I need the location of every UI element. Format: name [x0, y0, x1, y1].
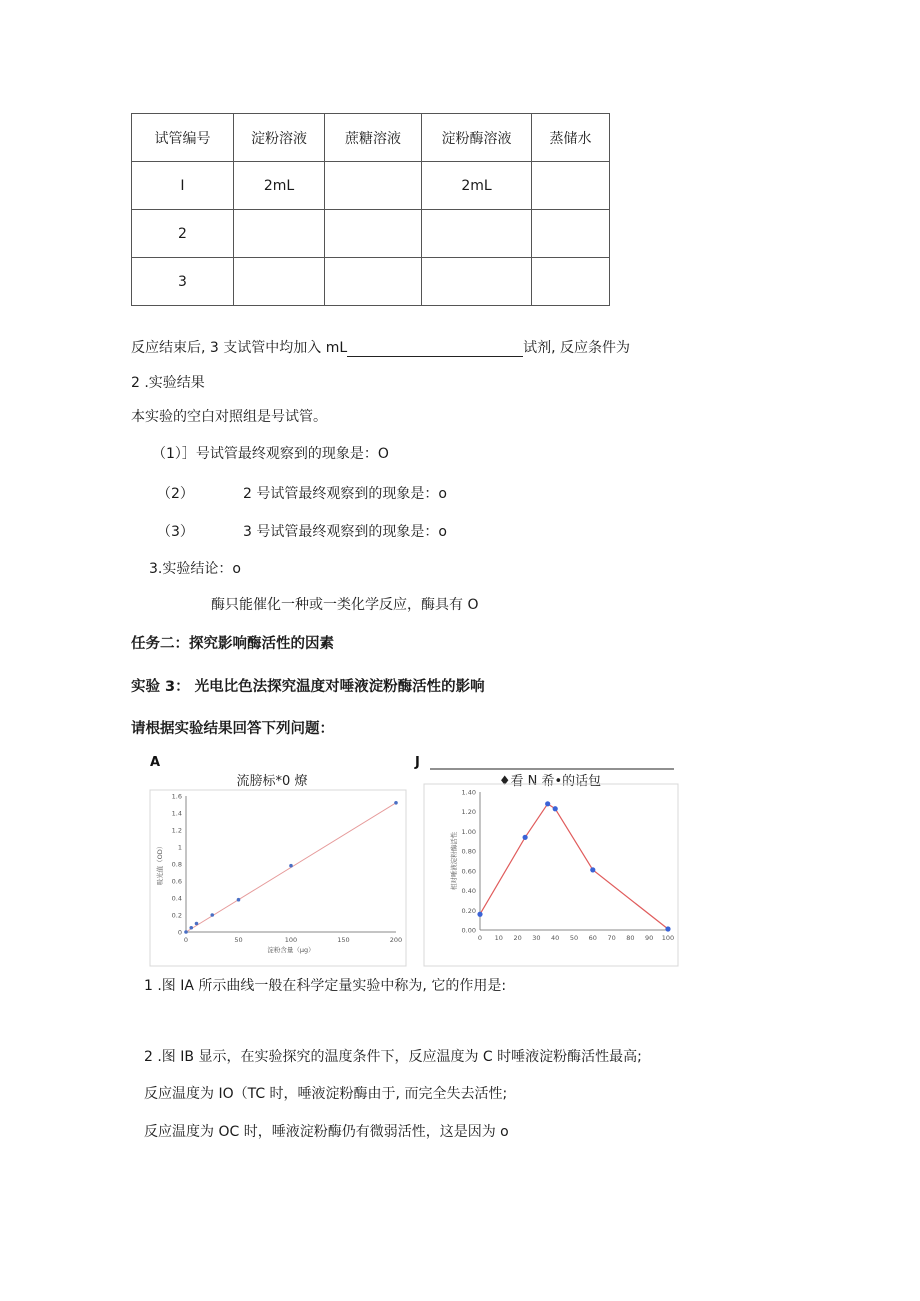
- y-tick-label: 1.6: [171, 792, 182, 801]
- experiment-three-heading: 实验 3： 光电比色法探究温度对唾液淀粉酶活性的影响: [131, 679, 485, 695]
- table-cell: [234, 210, 325, 258]
- control-group-text: 本实验的空白对照组是号试管。: [131, 409, 327, 425]
- y-tick-label: 0: [177, 928, 182, 937]
- chart-frame: [150, 790, 406, 966]
- table-cell: [532, 210, 610, 258]
- table-cell: 2: [132, 210, 234, 258]
- table-header-cell: 蔗糖溶液: [325, 114, 422, 162]
- observation-3: 3 号试管最终观察到的现象是：o: [243, 524, 447, 540]
- series-line: [480, 804, 668, 929]
- x-tick-label: 40: [551, 934, 560, 942]
- x-tick-label: 70: [607, 934, 616, 942]
- data-point: [237, 898, 241, 902]
- question-2-part-b: 反应温度为 IO（TC 时，唾液淀粉酶由于, 而完全失去活性;: [144, 1086, 508, 1102]
- x-tick-label: 50: [569, 934, 579, 942]
- data-point: [210, 913, 214, 917]
- table-cell: [532, 258, 610, 306]
- data-point: [545, 801, 550, 806]
- table-header-cell: 淀粉酶溶液: [422, 114, 532, 162]
- y-tick-label: 1: [177, 843, 182, 852]
- observation-2: 2 号试管最终观察到的现象是：o: [243, 486, 447, 502]
- question-2: 2 .图 IB 显示，在实验探究的温度条件下，反应温度为 C 时唾液淀粉酶活性最高;: [144, 1049, 642, 1065]
- y-tick-label: 0.8: [171, 860, 182, 869]
- table-cell: 2mL: [234, 162, 325, 210]
- y-tick-label: 0.00: [461, 926, 476, 935]
- chart-a: [138, 752, 408, 972]
- observation-2-number: （2）: [157, 486, 194, 502]
- table-cell: [532, 162, 610, 210]
- x-tick-label: 90: [645, 934, 654, 942]
- data-point: [189, 926, 193, 930]
- data-point: [184, 930, 188, 934]
- reaction-line-start: 反应结束后, 3 支试管中均加入 mL: [131, 340, 348, 356]
- y-tick-label: 1.2: [171, 826, 182, 835]
- chart-panel-label: A: [150, 755, 161, 770]
- x-tick-label: 10: [494, 934, 503, 942]
- data-point: [523, 835, 528, 840]
- x-tick-label: 60: [588, 934, 597, 942]
- table-cell: [422, 258, 532, 306]
- y-tick-label: 1.20: [461, 808, 476, 817]
- x-tick-label: 0: [477, 934, 483, 942]
- table-cell: 3: [132, 258, 234, 306]
- y-tick-label: 0.60: [461, 867, 476, 876]
- data-point: [477, 912, 482, 917]
- data-point: [553, 806, 558, 811]
- table-row: [132, 210, 610, 258]
- table-cell: [422, 210, 532, 258]
- answer-blank: [347, 342, 523, 357]
- table-row: [132, 258, 610, 306]
- chart-title: 流膀标*0 燎: [236, 774, 308, 789]
- data-point: [394, 801, 398, 805]
- y-axis-title: 相对唾液淀粉酶活性: [450, 831, 458, 891]
- data-point: [590, 867, 595, 872]
- x-axis-title: 淀粉含量（μg）: [267, 946, 315, 954]
- observation-3-number: （3）: [157, 524, 194, 540]
- x-tick-label: 30: [532, 934, 541, 942]
- section-heading-conclusion: 3.实验结论：o: [149, 561, 241, 577]
- x-tick-label: 20: [513, 934, 522, 942]
- data-point: [195, 922, 199, 926]
- y-tick-label: 0.2: [171, 911, 182, 920]
- x-tick-label: 150: [337, 936, 350, 944]
- table-header-cell: 蒸储水: [532, 114, 610, 162]
- section-heading-results: 2 .实验结果: [131, 375, 205, 391]
- reagent-table: [131, 113, 610, 306]
- table-cell: 2mL: [422, 162, 532, 210]
- conclusion-text: 酶只能催化一种或一类化学反应，酶具有 O: [211, 597, 479, 613]
- question-2-part-c: 反应温度为 OC 时，唾液淀粉酶仍有微弱活性，这是因为 o: [144, 1124, 509, 1140]
- chart-title: ♦看 N 希•的话包: [498, 774, 602, 789]
- x-tick-label: 100: [661, 934, 675, 942]
- table-cell: [325, 258, 422, 306]
- y-tick-label: 0.80: [461, 847, 476, 856]
- y-tick-label: 0.6: [171, 877, 182, 886]
- task-two-heading: 任务二：探究影响酶活性的因素: [131, 636, 334, 652]
- table-cell: I: [132, 162, 234, 210]
- observation-1: （1）］号试管最终观察到的现象是：O: [152, 446, 389, 462]
- x-tick-label: 100: [284, 936, 298, 944]
- x-tick-label: 80: [626, 934, 635, 942]
- chart-b: [410, 752, 680, 972]
- y-tick-label: 0.40: [461, 887, 476, 896]
- chart-panel-label: J: [415, 755, 420, 770]
- question-1: 1 .图 IA 所示曲线一般在科学定量实验中称为, 它的作用是:: [144, 978, 507, 994]
- question-prompt: 请根据实验结果回答下列问题：: [131, 721, 334, 737]
- y-axis-title: 吸光值（OD）: [156, 842, 164, 886]
- table-row: [132, 162, 610, 210]
- table-header-cell: 试管编号: [132, 114, 234, 162]
- reaction-line: [131, 337, 630, 357]
- standard-curve-chart: [138, 752, 408, 968]
- table-cell: [325, 210, 422, 258]
- y-tick-label: 1.40: [461, 788, 476, 797]
- table-header-row: [132, 114, 610, 162]
- y-tick-label: 1.00: [461, 827, 476, 836]
- x-tick-label: 0: [183, 936, 189, 944]
- x-tick-label: 50: [234, 936, 243, 944]
- y-tick-label: 0.20: [461, 906, 476, 915]
- y-tick-label: 1.4: [171, 809, 182, 818]
- table-cell: [234, 258, 325, 306]
- table-header-cell: 淀粉溶液: [234, 114, 325, 162]
- table-cell: [325, 162, 422, 210]
- y-tick-label: 0.4: [171, 894, 182, 903]
- data-point: [665, 926, 670, 931]
- x-tick-label: 200: [389, 936, 403, 944]
- data-point: [289, 864, 293, 868]
- reaction-line-end: 试剂, 反应条件为: [523, 340, 631, 356]
- enzyme-activity-chart: [410, 752, 680, 968]
